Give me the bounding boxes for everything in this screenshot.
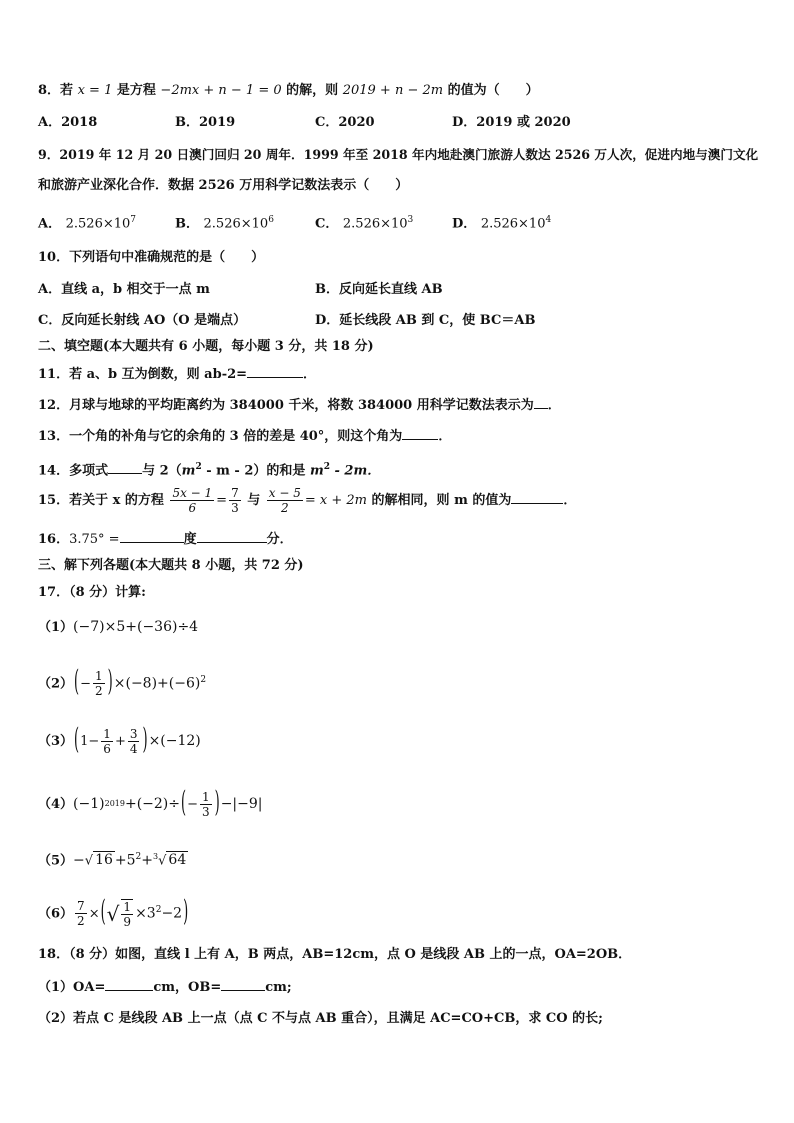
- question-12: [38, 396, 561, 415]
- q14-text-c: - m - 2）的和是: [201, 463, 310, 479]
- q17-p3-fraction-1: [101, 727, 113, 756]
- q18-oa-blank: [105, 978, 153, 991]
- q13-end: ．: [438, 429, 452, 444]
- q15-text-d: 的解相同，则 m 的值为: [371, 493, 512, 508]
- q8-text-a: 8．若: [38, 83, 74, 98]
- q8-option-c: C．2020: [315, 115, 375, 130]
- question-14: [38, 458, 380, 480]
- question-10-stem: 10．下列语句中准确规范的是（ ）: [38, 250, 265, 265]
- q17-p3-n2: 3: [129, 727, 138, 741]
- q10-option-a: A．直线 a，b 相交于一点 m: [38, 282, 210, 297]
- question-8-stem: [38, 82, 539, 100]
- q13-text: 13．一个角的补角与它的余角的 3 倍的差是 40°，则这个角为: [38, 429, 403, 444]
- q17-p6-label: （6）: [38, 906, 74, 922]
- q17-part-6: [38, 893, 189, 931]
- q9-option-a-letter: A．: [38, 216, 62, 232]
- q17-p3-one-minus: 1−: [80, 734, 100, 749]
- q12-text: 12．月球与地球的平均距离约为 384000 千米，将数 384000 用科学记数法表示为: [38, 398, 534, 413]
- q17-p5-radicand-1: 16: [95, 852, 113, 869]
- q17-p2-label: （2）: [38, 676, 74, 692]
- q14-text-e: - 2m．: [329, 463, 381, 479]
- q17-part-4: [38, 787, 263, 822]
- q17-p5-exp: 2: [135, 852, 142, 862]
- q17-p2-rest: ×(−8)+(−6): [113, 675, 201, 692]
- q14-answer-blank: [108, 461, 142, 474]
- q15-fraction-1: [170, 486, 214, 515]
- q8-option-b: B．2019: [175, 115, 236, 130]
- q17-p5-label: （5）: [38, 853, 74, 869]
- q17-p6-num: 7: [77, 899, 85, 914]
- q18-part-2: （2）若点 C 是线段 AB 上一点（点 C 不与点 AB 重合），且满足 AC=CO+CB，求 CO 的长;: [38, 1011, 603, 1026]
- q8-condition: x = 1: [77, 83, 113, 98]
- q13-answer-blank: [402, 427, 438, 440]
- q17-p6-three: ×3: [135, 905, 156, 922]
- q18-p1-text-c: cm;: [265, 980, 292, 995]
- q17-p3-rest: ×(−12): [148, 733, 201, 749]
- q9-option-c-exp: 3: [407, 215, 414, 225]
- q17-p4-rparen: ): [214, 786, 220, 820]
- q9-option-c: [315, 211, 413, 233]
- q17-p4-den: 3: [201, 805, 210, 819]
- q17-p6-rparen: ): [183, 896, 189, 930]
- q18-ob-blank: [221, 978, 265, 991]
- q9-option-a-exp: 7: [130, 215, 137, 225]
- question-17-stem: 17．（8 分）计算:: [38, 585, 146, 600]
- q18-p1-text-b: cm，OB=: [153, 980, 222, 995]
- q10-option-d: D．延长线段 AB 到 C，使 BC＝AB: [315, 313, 536, 328]
- q17-p2-num: 1: [95, 669, 103, 684]
- question-18-stem: 18．（8 分）如图，直线 l 上有 A，B 两点，AB=12cm，点 O 是线段 AB 上的一点，OA=2OB．: [38, 947, 632, 962]
- q17-p6-times: ×: [88, 906, 100, 922]
- q15-f2-den: 3: [231, 501, 239, 515]
- q15-f3-num: x − 5: [268, 486, 301, 500]
- q17-p3-label: （3）: [38, 734, 74, 749]
- q8-text-d: 的值为（ ）: [447, 83, 539, 98]
- q15-end: ．: [563, 493, 577, 508]
- q17-p3-plus: +: [114, 734, 126, 749]
- q8-equation: −2mx + n − 1 = 0: [160, 83, 282, 98]
- q16-text-b: 度: [183, 532, 197, 547]
- q10-option-b: B．反向延长直线 AB: [315, 282, 443, 297]
- q17-p1-expression: (−7)×5+(−36)÷4: [73, 619, 199, 635]
- q17-p4-label: （4）: [38, 797, 74, 812]
- q17-p2-rparen: ): [107, 666, 113, 700]
- q15-f1-den: 6: [188, 501, 197, 515]
- q17-part-3: [38, 724, 201, 759]
- q9-option-d-base: 2.526×10: [480, 216, 546, 232]
- q9-option-b-letter: B．: [175, 216, 199, 232]
- q9-option-d-exp: 4: [545, 215, 552, 225]
- q14-text-b: 与 2（: [142, 463, 182, 479]
- q18-part-1: [38, 978, 292, 997]
- q15-text-a: 15．若关于 x 的方程: [38, 493, 164, 508]
- q11-answer-blank: [247, 365, 303, 378]
- question-9-line2: 和旅游产业深化合作．数据 2526 万用科学记数法表示（ ）: [38, 178, 409, 193]
- q17-part-5: [38, 848, 188, 870]
- q17-p4-neg: −: [187, 797, 198, 812]
- q17-p2-lparen: (: [74, 666, 80, 700]
- section-3-heading: 三、解下列各题(本大题共 8 小题，共 72 分): [38, 558, 304, 573]
- q11-text: 11．若 a、b 互为倒数，则 ab-2=: [38, 367, 248, 382]
- q9-option-a-base: 2.526×10: [65, 216, 131, 232]
- q17-p3-d1: 6: [103, 742, 111, 756]
- q15-f2-num: 7: [231, 486, 239, 500]
- q17-p4-rest: −|−9|: [220, 796, 263, 812]
- q17-p4-num: 1: [201, 790, 210, 804]
- q17-p2-minus: −: [80, 676, 92, 692]
- q17-p6-lparen: (: [100, 896, 106, 930]
- q14-text-a: 14．多项式: [38, 463, 109, 479]
- q15-rhs: = x + 2m: [304, 493, 368, 508]
- question-15: [38, 484, 576, 518]
- q15-f1-num: 5x − 1: [172, 486, 213, 500]
- question-16: [38, 530, 293, 549]
- q16-text-c: 分．: [266, 532, 293, 547]
- q17-p3-d2: 4: [129, 742, 138, 756]
- q17-p5-radicand-2: 64: [168, 852, 187, 869]
- q17-p2-den: 2: [95, 684, 103, 699]
- q17-p6-minus-two: −2: [161, 905, 183, 922]
- q17-p5-plus: +: [141, 852, 154, 869]
- q17-p6-exp: 2: [155, 905, 162, 915]
- q9-option-b-base: 2.526×10: [203, 216, 269, 232]
- q17-p1-label: （1）: [38, 620, 74, 635]
- q17-p3-lparen: (: [74, 723, 80, 757]
- q15-fraction-3: [267, 486, 303, 515]
- q15-equals: =: [216, 493, 228, 508]
- q16-value: 3.75° =: [69, 532, 120, 547]
- q17-p6-den: 2: [77, 914, 85, 929]
- q16-text-a: 16．: [38, 532, 70, 547]
- q17-p5-root-index: 3: [153, 852, 159, 861]
- q17-p4-exp: 2019: [104, 799, 125, 808]
- q17-p6-fraction: [75, 899, 87, 928]
- q17-p6-radicand: [121, 899, 133, 929]
- question-11: [38, 365, 316, 384]
- q17-p5-five: +5: [114, 852, 136, 869]
- q17-p2-fraction: [93, 669, 105, 698]
- q17-p5-minus: −: [73, 852, 85, 869]
- q17-p5-cbrt-sign: √: [158, 853, 167, 869]
- q9-option-b: [175, 211, 274, 233]
- q17-p3-n1: 1: [103, 727, 111, 741]
- q15-text-b: 与: [247, 493, 261, 508]
- question-13: [38, 427, 451, 446]
- q16-minute-blank: [197, 530, 267, 543]
- q16-degree-blank: [120, 530, 184, 543]
- q12-answer-blank: [534, 396, 548, 409]
- q10-option-c: C．反向延长射线 AO（O 是端点）: [38, 313, 247, 328]
- q17-p3-rparen: ): [142, 723, 148, 757]
- q17-p4-mid: +(−2)÷: [124, 796, 180, 812]
- q17-p4-fraction: [200, 790, 212, 819]
- q9-option-c-base: 2.526×10: [342, 216, 408, 232]
- q14-m-var: m: [181, 463, 196, 479]
- q18-p1-text-a: （1）OA=: [38, 980, 106, 995]
- q15-fraction-2: [229, 486, 241, 515]
- q17-p3-fraction-2: [128, 727, 140, 756]
- q17-part-1: [38, 618, 198, 637]
- q8-text-b: 是方程: [116, 83, 156, 98]
- q14-exp-2a: 2: [195, 462, 202, 472]
- q14-exp-2b: 2: [323, 462, 330, 472]
- q17-part-2: [38, 663, 206, 701]
- q9-option-a: [38, 211, 136, 233]
- question-9-line1: 9．2019 年 12 月 20 日澳门回归 20 周年．1999 年至 2018 年内地赴澳门旅游人数达 2526 万人次，促进内地与澳门文化: [38, 147, 759, 162]
- q12-end: ．: [547, 398, 561, 413]
- q17-p5-sqrt-sign: √: [84, 853, 94, 869]
- q17-p4-lparen: (: [181, 786, 187, 820]
- q15-answer-blank: [511, 491, 563, 504]
- q17-p6-rd: 9: [123, 914, 132, 929]
- section-2-heading: 二、填空题(本大题共有 6 小题，每小题 3 分，共 18 分): [38, 339, 374, 354]
- q9-option-d: [452, 211, 551, 233]
- q8-option-a: A．2018: [38, 115, 98, 130]
- q17-p6-sqrt-sign: √: [106, 901, 120, 926]
- q17-p2-exp: 2: [200, 675, 207, 685]
- q15-f3-den: 2: [281, 501, 289, 515]
- q11-end: ．: [303, 367, 317, 382]
- q8-text-c: 的解，则: [286, 83, 339, 98]
- q17-p4-base: (−1): [73, 796, 105, 812]
- q17-p6-rn: 1: [123, 899, 132, 914]
- q14-m-var-2: m: [309, 463, 324, 479]
- q9-option-b-exp: 6: [268, 215, 274, 225]
- q9-option-d-letter: D．: [452, 216, 477, 232]
- q8-option-d: D．2019 或 2020: [452, 115, 571, 130]
- q9-option-c-letter: C．: [315, 216, 339, 232]
- q8-expression: 2019 + n − 2m: [342, 83, 444, 98]
